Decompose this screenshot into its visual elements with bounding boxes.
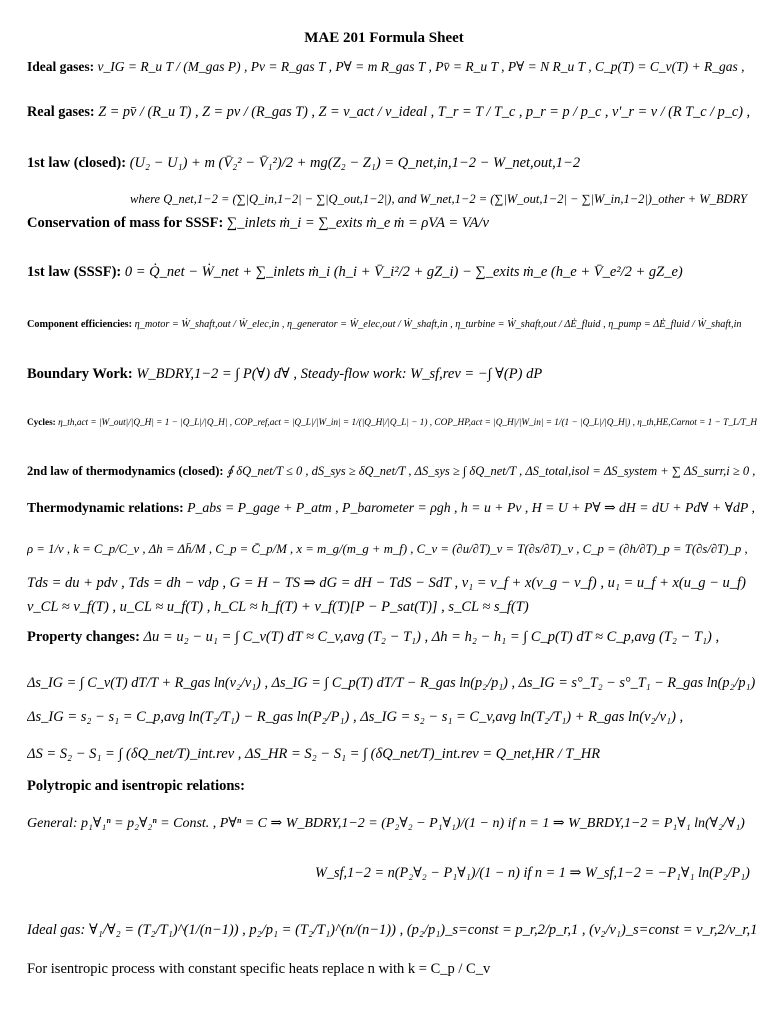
row-thermo-relations xyxy=(27,499,757,517)
row-thermo-relations-2 xyxy=(27,540,757,558)
row-label: Polytropic and isentropic relations: xyxy=(27,778,245,794)
row-equation: Tds = du + pdv , Tds = dh − vdp , G = H − TS ⇒ dG = dH − TdS − SdT , v₁ = v_f + x(v_g − v_f) , u₁ = u_f + x(u_g − u_f) xyxy=(27,575,746,591)
row-label: 2nd law of thermodynamics (closed): xyxy=(27,464,224,478)
row-label: Ideal gases: xyxy=(27,59,95,74)
row-first-law-sssf xyxy=(27,263,757,281)
row-equation: Z = pv̄ / (R_u T) , Z = pv / (R_gas T) , Z = v_act / v_ideal , T_r = T / T_c , p_r = p / p_c , v'_r = v / (R T_c / p_c) , xyxy=(98,104,751,120)
row-equation: Δs_IG = s₂ − s₁ = C_p,avg ln(T₂/T₁) − R_gas ln(P₂/P₁) , Δs_IG = s₂ − s₁ = C_v,avg ln(T₂/T₁) + R_gas ln(v₂/v₁) , xyxy=(27,709,684,725)
row-polytropic-heading xyxy=(27,777,757,795)
row-isentropic-note xyxy=(27,960,757,978)
row-ideal-gas-isentropic xyxy=(27,921,757,939)
row-label: 1st law (SSSF): xyxy=(27,264,122,280)
row-ideal-gases xyxy=(27,58,757,76)
row-equation: W_sf,1−2 = n(P₂∀₂ − P₁∀₁)/(1 − n) if n = 1 ⇒ W_sf,1−2 = −P₁∀₁ ln(P₂/P₁) xyxy=(315,865,750,881)
row-property-changes-3 xyxy=(27,708,757,726)
row-equation: P_abs = P_gage + P_atm , P_barometer = ρgh , h = u + Pv , H = U + P∀ ⇒ dH = dU + Pd∀ + ∀dP , xyxy=(187,500,755,515)
row-equation: Δu = u₂ − u₁ = ∫ C_v(T) dT ≈ C_v,avg (T₂ − T₁) , Δh = h₂ − h₁ = ∫ C_p(T) dT ≈ C_p,avg (T₂ − T₁) , xyxy=(143,629,720,645)
row-component-efficiencies xyxy=(27,316,757,334)
row-polytropic-general xyxy=(27,815,757,833)
row-equation: General: p₁∀₁ⁿ = p₂∀₂ⁿ = Const. , P∀ⁿ = C ⇒ W_BDRY,1−2 = (P₂∀₂ − P₁∀₁)/(1 − n) if n = 1 ⇒ W_BRDY,1−2 = P₁∀₁ ln(∀₂/∀₁) xyxy=(27,816,745,831)
row-cycles xyxy=(27,414,757,432)
row-equation: where Q_net,1−2 = (∑|Q_in,1−2| − ∑|Q_out,1−2|), and W_net,1−2 = (∑|W_out,1−2| − ∑|W_in,1−2|)_other + W_BDRY xyxy=(130,192,747,206)
row-boundary-work xyxy=(27,365,757,383)
row-real-gases xyxy=(27,103,757,121)
row-label: Boundary Work: xyxy=(27,366,133,382)
row-thermo-relations-4 xyxy=(27,598,757,616)
row-equation: ∮ δQ_net/T ≤ 0 , dS_sys ≥ δQ_net/T , ΔS_sys ≥ ∫ δQ_net/T , ΔS_total,isol = ΔS_system + ∑ ΔS_surr,i ≥ 0 , xyxy=(226,464,756,478)
page-title: MAE 201 Formula Sheet xyxy=(304,30,464,46)
row-label: Component efficiencies: xyxy=(27,319,133,330)
row-label: Thermodynamic relations: xyxy=(27,500,184,515)
row-second-law xyxy=(27,462,757,480)
row-label: Conservation of mass for SSSF: xyxy=(27,215,224,231)
row-label: Property changes: xyxy=(27,629,140,645)
row-equation: η_th,act = |W_out|/|Q_H| = 1 − |Q_L|/|Q_H| , COP_ref,act = |Q_L|/|W_in| = 1/(|Q_H|/|Q_L| − 1) , COP_HP,act = |Q_H|/|W_in| = 1/(1 − |Q_L|/|Q_H|) , η_th,HE,Carnot = 1 − T_L/T_H xyxy=(58,418,757,428)
row-conservation-mass xyxy=(27,214,757,232)
row-first-law-closed-where xyxy=(130,190,755,208)
row-property-changes xyxy=(27,628,757,646)
row-thermo-relations-3 xyxy=(27,574,757,592)
row-equation: Ideal gas: ∀₁/∀₂ = (T₂/T₁)^(1/(n−1)) , p₂/p₁ = (T₂/T₁)^(n/(n−1)) , (p₂/p₁)_s=const = p_r,2/p_r,1 , (v₂/v₁)_s=const = v_r,2/v_r,1 xyxy=(27,922,757,938)
row-equation: For isentropic process with constant specific heats replace n with k = C_p / C_v xyxy=(27,961,491,977)
row-label: 1st law (closed): xyxy=(27,155,127,171)
row-label: Cycles: xyxy=(27,418,56,428)
row-polytropic-sf-work xyxy=(315,864,755,882)
row-property-changes-2 xyxy=(27,674,757,692)
row-equation: 0 = Q̇_net − Ẇ_net + ∑_inlets ṁ_i (h_i + V̄_i²/2 + gZ_i) − ∑_exits ṁ_e (h_e + V̄_e²/2 + gZ_e) xyxy=(124,264,683,280)
row-first-law-closed xyxy=(27,154,757,172)
row-equation: Δs_IG = ∫ C_v(T) dT/T + R_gas ln(v₂/v₁) , Δs_IG = ∫ C_p(T) dT/T − R_gas ln(p₂/p₁) , Δs_IG = s°_T₂ − s°_T₁ − R_gas ln(p₂/p₁) xyxy=(27,675,756,691)
row-equation: v_CL ≈ v_f(T) , u_CL ≈ u_f(T) , h_CL ≈ h_f(T) + v_f(T)[P − P_sat(T)] , s_CL ≈ s_f(T) xyxy=(27,599,529,615)
row-equation: η_motor = Ẇ_shaft,out / Ẇ_elec,in , η_generator = Ẇ_elec,out / Ẇ_shaft,in , η_turbine = Ẇ_shaft,out / ΔĖ_fluid , η_pump = ΔĖ_fluid / Ẇ_shaft,in xyxy=(134,319,742,330)
row-equation: v_IG = R_u T / (M_gas P) , Pv = R_gas T , P∀ = m R_gas T , Pv̄ = R_u T , P∀ = N R_u T , C_p(T) = C_v(T) + R_gas , xyxy=(97,59,745,74)
row-equation: ∑_inlets ṁ_i = ∑_exits ṁ_e ṁ = ρVA = VA/v xyxy=(226,215,489,231)
row-equation: (U₂ − U₁) + m (V̄₂² − V̄₁²)/2 + mg(Z₂ − Z₁) = Q_net,in,1−2 − W_net,out,1−2 xyxy=(129,155,581,171)
row-equation: W_BDRY,1−2 = ∫ P(∀) d∀ , Steady-flow work: W_sf,rev = −∫ ∀(P) dP xyxy=(136,366,543,382)
row-equation: ΔS = S₂ − S₁ = ∫ (δQ_net/T)_int.rev , ΔS_HR = S₂ − S₁ = ∫ (δQ_net/T)_int.rev = Q_net,HR / T_HR xyxy=(27,746,601,762)
row-property-changes-4 xyxy=(27,745,757,763)
row-label: Real gases: xyxy=(27,104,95,120)
row-equation: ρ = 1/v , k = C_p/C_v , Δh = Δh̄/M , C_p = C̄_p/M , x = m_g/(m_g + m_f) , C_v = (∂u/∂T)_v = T(∂s/∂T)_v , C_p = (∂h/∂T)_p = T(∂s/∂T)_p , xyxy=(27,542,748,556)
